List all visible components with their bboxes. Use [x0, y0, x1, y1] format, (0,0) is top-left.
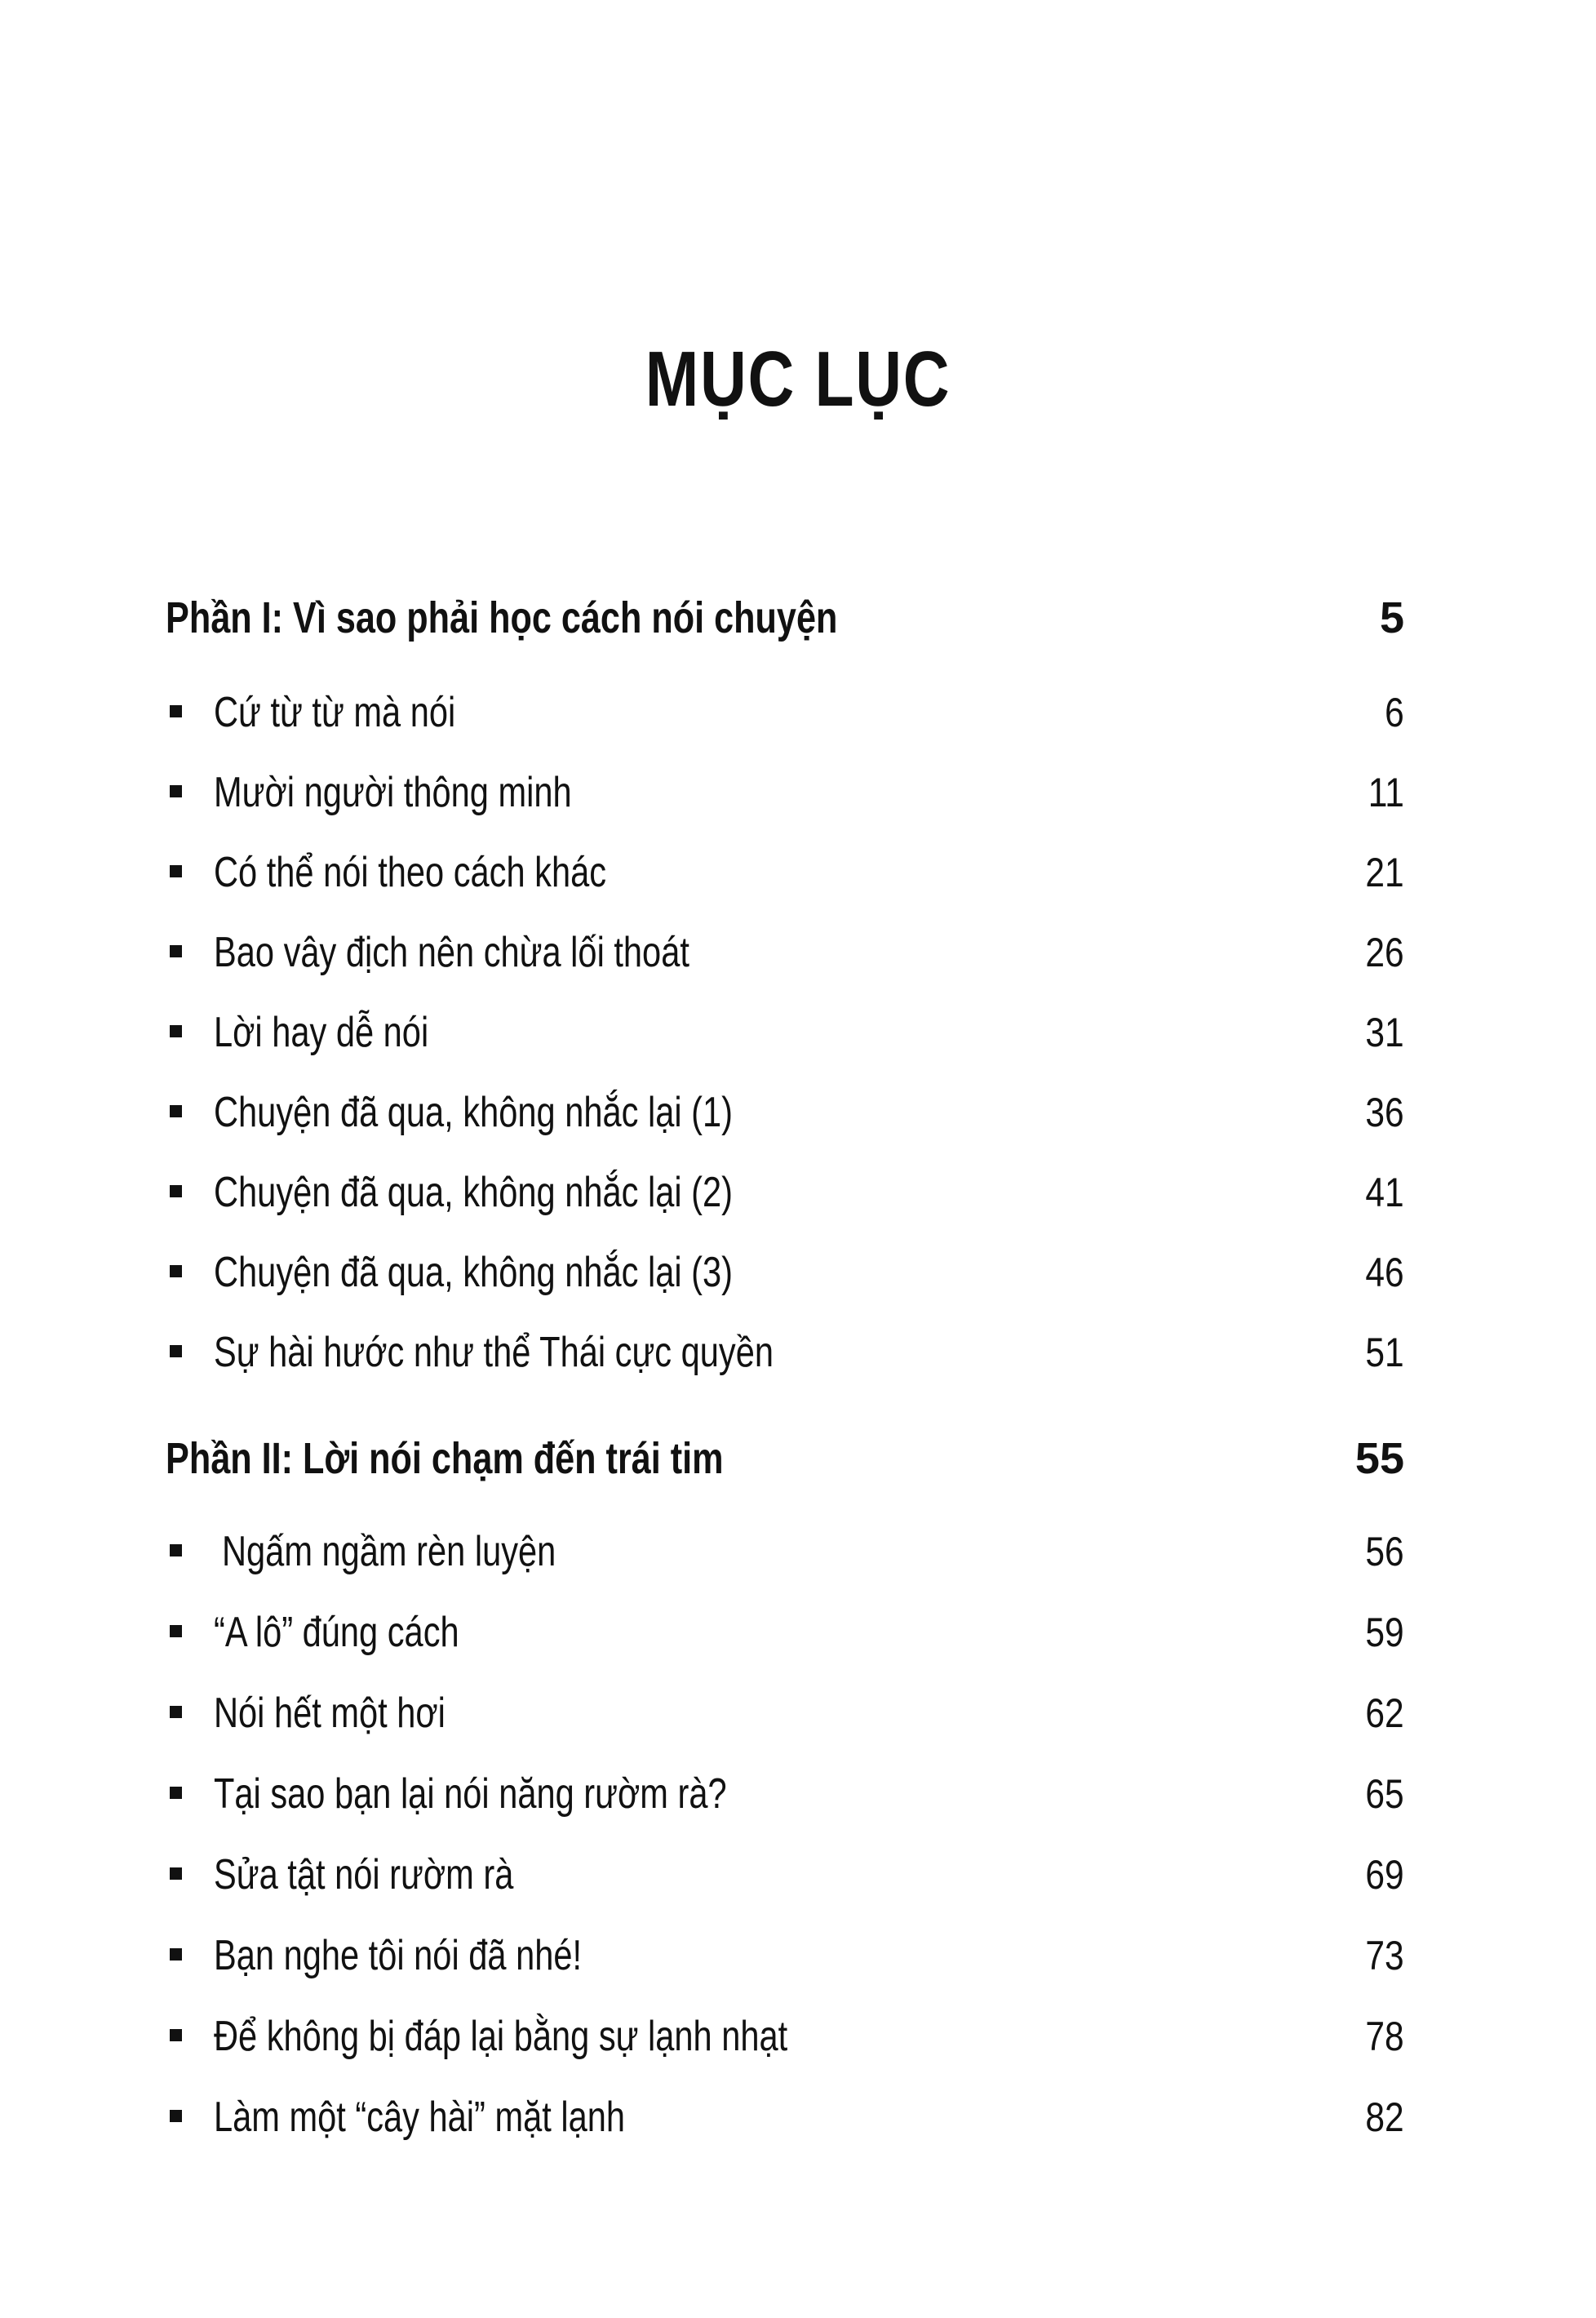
- toc-entry: [0, 836, 1596, 909]
- page-title: MỤC LỤC: [645, 335, 951, 423]
- entry-title: Tại sao bạn lại nói năng rườm rà?: [214, 1770, 727, 1818]
- entry-page-number: 62: [1365, 1690, 1404, 1736]
- toc-part-heading: [0, 581, 1596, 655]
- entry-page-number: 73: [1365, 1933, 1404, 1978]
- entry-page-number: 82: [1365, 2094, 1404, 2140]
- toc-part-heading: [0, 1422, 1596, 1495]
- entry-page-number: 59: [1365, 1610, 1404, 1655]
- part-title: Phần II: Lời nói chạm đến trái tim: [166, 1434, 724, 1483]
- entry-page-number: 21: [1365, 850, 1404, 895]
- entry-page-number: 56: [1365, 1529, 1404, 1574]
- entry-title: “A lô” đúng cách: [214, 1609, 459, 1656]
- bullet-icon: [170, 1706, 182, 1718]
- entry-page-number: 46: [1365, 1250, 1404, 1295]
- entry-page-number: 31: [1365, 1010, 1404, 1055]
- toc-entry: [0, 1919, 1596, 1992]
- bullet-icon: [170, 1345, 182, 1357]
- entry-title: Cứ từ từ mà nói: [214, 689, 456, 736]
- bullet-icon: [170, 1025, 182, 1037]
- toc-entry: [0, 1596, 1596, 1669]
- bullet-icon: [170, 2029, 182, 2041]
- bullet-icon: [170, 1625, 182, 1637]
- toc-entry: [0, 2000, 1596, 2073]
- entry-title: Sự hài hước như thể Thái cực quyền: [214, 1329, 774, 1376]
- toc-entry: [0, 1515, 1596, 1588]
- entry-page-number: 65: [1365, 1771, 1404, 1817]
- part-page-number: 55: [1354, 1434, 1404, 1483]
- part-page-number: 5: [1379, 593, 1404, 642]
- toc-entry: [0, 1316, 1596, 1389]
- entry-title: Để không bị đáp lại bằng sự lạnh nhạt: [214, 2013, 788, 2060]
- toc-entry: [0, 996, 1596, 1069]
- entry-title: Có thể nói theo cách khác: [214, 849, 607, 896]
- entry-title: Mười người thông minh: [214, 769, 572, 816]
- entry-page-number: 36: [1365, 1090, 1404, 1135]
- bullet-icon: [170, 705, 182, 717]
- entry-title: Chuyện đã qua, không nhắc lại (2): [214, 1169, 733, 1216]
- toc-entry: [0, 756, 1596, 829]
- toc-entry: [0, 1236, 1596, 1309]
- toc-entry: [0, 916, 1596, 989]
- bullet-icon: [170, 1787, 182, 1799]
- entry-title: Ngấm ngầm rèn luyện: [222, 1528, 556, 1575]
- entry-page-number: 69: [1365, 1852, 1404, 1898]
- bullet-icon: [170, 1544, 182, 1556]
- bullet-icon: [170, 865, 182, 877]
- entry-title: Lời hay dễ nói: [214, 1009, 429, 1056]
- part-title: Phần I: Vì sao phải học cách nói chuyện: [166, 593, 838, 642]
- toc-entry: [0, 1156, 1596, 1229]
- bullet-icon: [170, 1867, 182, 1880]
- bullet-icon: [170, 1265, 182, 1277]
- entry-page-number: 78: [1365, 2014, 1404, 2059]
- entry-title: Nói hết một hơi: [214, 1690, 446, 1737]
- toc-entry: [0, 676, 1596, 749]
- toc-entry: [0, 2080, 1596, 2154]
- toc-entry: [0, 1757, 1596, 1831]
- bullet-icon: [170, 945, 182, 957]
- entry-title: Chuyện đã qua, không nhắc lại (3): [214, 1249, 733, 1296]
- toc-entry: [0, 1676, 1596, 1750]
- entry-page-number: 6: [1385, 690, 1404, 735]
- bullet-icon: [170, 2110, 182, 2122]
- toc-entry: [0, 1838, 1596, 1912]
- entry-page-number: 11: [1368, 770, 1404, 815]
- entry-page-number: 26: [1365, 930, 1404, 975]
- entry-title: Sửa tật nói rườm rà: [214, 1851, 514, 1898]
- bullet-icon: [170, 1185, 182, 1197]
- toc-entry: [0, 1076, 1596, 1149]
- bullet-icon: [170, 1948, 182, 1961]
- entry-title: Bạn nghe tôi nói đã nhé!: [214, 1932, 583, 1979]
- entry-page-number: 41: [1365, 1170, 1404, 1215]
- entry-title: Làm một “cây hài” mặt lạnh: [214, 2094, 626, 2141]
- bullet-icon: [170, 1105, 182, 1117]
- bullet-icon: [170, 785, 182, 797]
- entry-page-number: 51: [1365, 1330, 1404, 1375]
- entry-title: Chuyện đã qua, không nhắc lại (1): [214, 1089, 733, 1136]
- entry-title: Bao vây địch nên chừa lối thoát: [214, 929, 689, 976]
